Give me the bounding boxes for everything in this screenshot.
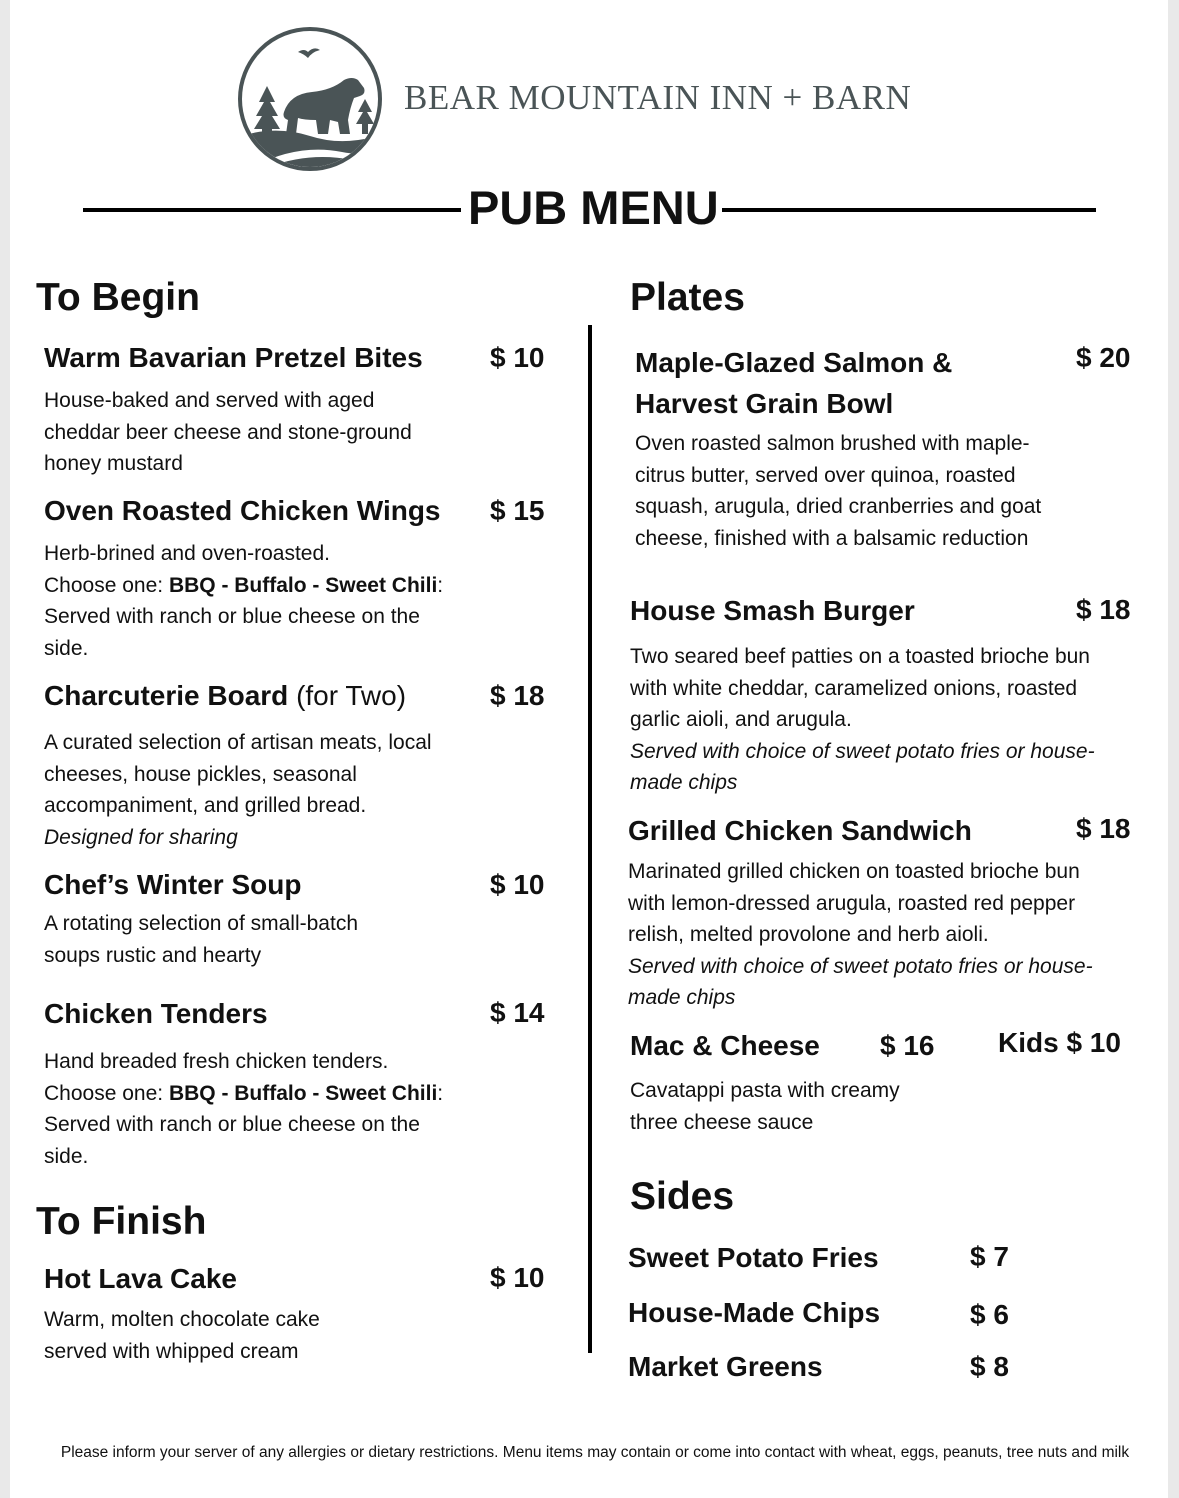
description-suffix: : Served with ranch or blue cheese on the side. (44, 1081, 444, 1168)
item-price: $ 15 (490, 495, 545, 526)
description-text: Marinated grilled chicken on toasted brioche bun with lemon-dressed arugula, roasted red pepper relish, melted provolone and herb aioli. (628, 860, 1080, 946)
item-description (630, 641, 1100, 799)
description-text: A curated selection of artisan meats, local cheeses, house pickles, seasonal accompaniment, and grilled bread. (44, 731, 432, 817)
item-price: $ 14 (490, 997, 545, 1028)
item-description: A rotating selection of small-batch soups rustic and hearty (44, 912, 358, 967)
section-title-plates: Plates (630, 276, 745, 319)
description-prefix: Choose one: (44, 573, 169, 597)
description-prefix: Choose one: (44, 1081, 169, 1105)
item-price: $ 10 (490, 342, 545, 373)
description-text: Two seared beef patties on a toasted brioche bun with white cheddar, caramelized onions, roasted garlic aioli, and arugula. (630, 645, 1090, 731)
item-price: $ 18 (490, 680, 545, 711)
item-price: $ 10 (490, 869, 545, 900)
item-name: Chicken Tenders (44, 998, 268, 1029)
column-divider (588, 325, 592, 1353)
item-note: Designed for sharing (44, 825, 238, 849)
item-name: Warm Bavarian Pretzel Bites (44, 342, 423, 373)
item-name: Mac & Cheese (630, 1030, 820, 1061)
item-note: Served with choice of sweet potato fries or house-made chips (630, 739, 1095, 794)
item-name-main: Charcuterie Board (44, 680, 289, 711)
description-suffix: : Served with ranch or blue cheese on the side. (44, 573, 444, 660)
item-description (44, 1046, 444, 1172)
bear-mountain-logo (232, 24, 388, 174)
item-name: Maple-Glazed Salmon & Harvest Grain Bowl (635, 347, 953, 419)
side-price: $ 6 (970, 1299, 1009, 1330)
item-description: Cavatappi pasta with creamy three cheese sauce (630, 1079, 900, 1134)
item-name: Oven Roasted Chicken Wings (44, 495, 441, 526)
title-rule-left (83, 208, 461, 212)
description-line: Hand breaded fresh chicken tenders. (44, 1050, 389, 1073)
item-description: House-baked and served with aged cheddar beer cheese and stone-ground honey mustard (44, 389, 412, 475)
item-description (628, 856, 1108, 1014)
item-price: $ 16 (880, 1030, 935, 1061)
item-name: House Smash Burger (630, 595, 915, 626)
side-price: $ 7 (970, 1241, 1009, 1272)
page-title: PUB MENU (468, 181, 719, 234)
item-price: $ 20 (1076, 342, 1131, 373)
sauce-options: BBQ - Buffalo - Sweet Chili (168, 573, 438, 597)
item-name-suffix: (for Two) (296, 680, 407, 711)
item-note: Served with choice of sweet potato fries or house-made chips (628, 954, 1093, 1009)
kids-price: Kids $ 10 (998, 1027, 1121, 1058)
item-name: Grilled Chicken Sandwich (628, 815, 972, 846)
sauce-options: BBQ - Buffalo - Sweet Chili (168, 1081, 438, 1105)
item-description: Warm, molten chocolate cake served with whipped cream (44, 1308, 320, 1363)
side-name: House-Made Chips (628, 1297, 881, 1328)
item-description (44, 538, 464, 664)
item-description: Oven roasted salmon brushed with maple-citrus butter, served over quinoa, roasted squash, arugula, dried cranberries and goat cheese, finished with a balsamic reduction (635, 432, 1042, 550)
side-price: $ 8 (970, 1351, 1009, 1382)
description-line: Herb-brined and oven-roasted. (44, 542, 331, 565)
item-description (44, 727, 484, 853)
section-title-to-begin: To Begin (36, 276, 200, 319)
item-price: $ 18 (1076, 594, 1131, 625)
allergy-disclaimer: Please inform your server of any allergies or dietary restrictions. Menu items may contain or come into contact with wheat, eggs, peanuts, tree nuts and milk (60, 1444, 1130, 1461)
item-price: $ 10 (490, 1262, 545, 1293)
item-name (44, 680, 406, 712)
side-name: Sweet Potato Fries (628, 1242, 879, 1273)
side-name: Market Greens (628, 1351, 823, 1382)
item-price: $ 18 (1076, 813, 1131, 844)
title-rule-right (722, 208, 1096, 212)
brand-name: BEAR MOUNTAIN INN + BARN (404, 78, 912, 117)
item-name: Hot Lava Cake (44, 1263, 237, 1294)
section-title-to-finish: To Finish (36, 1200, 207, 1243)
menu-page (10, 0, 1168, 1498)
section-title-sides: Sides (630, 1175, 735, 1218)
item-name: Chef’s Winter Soup (44, 869, 302, 900)
